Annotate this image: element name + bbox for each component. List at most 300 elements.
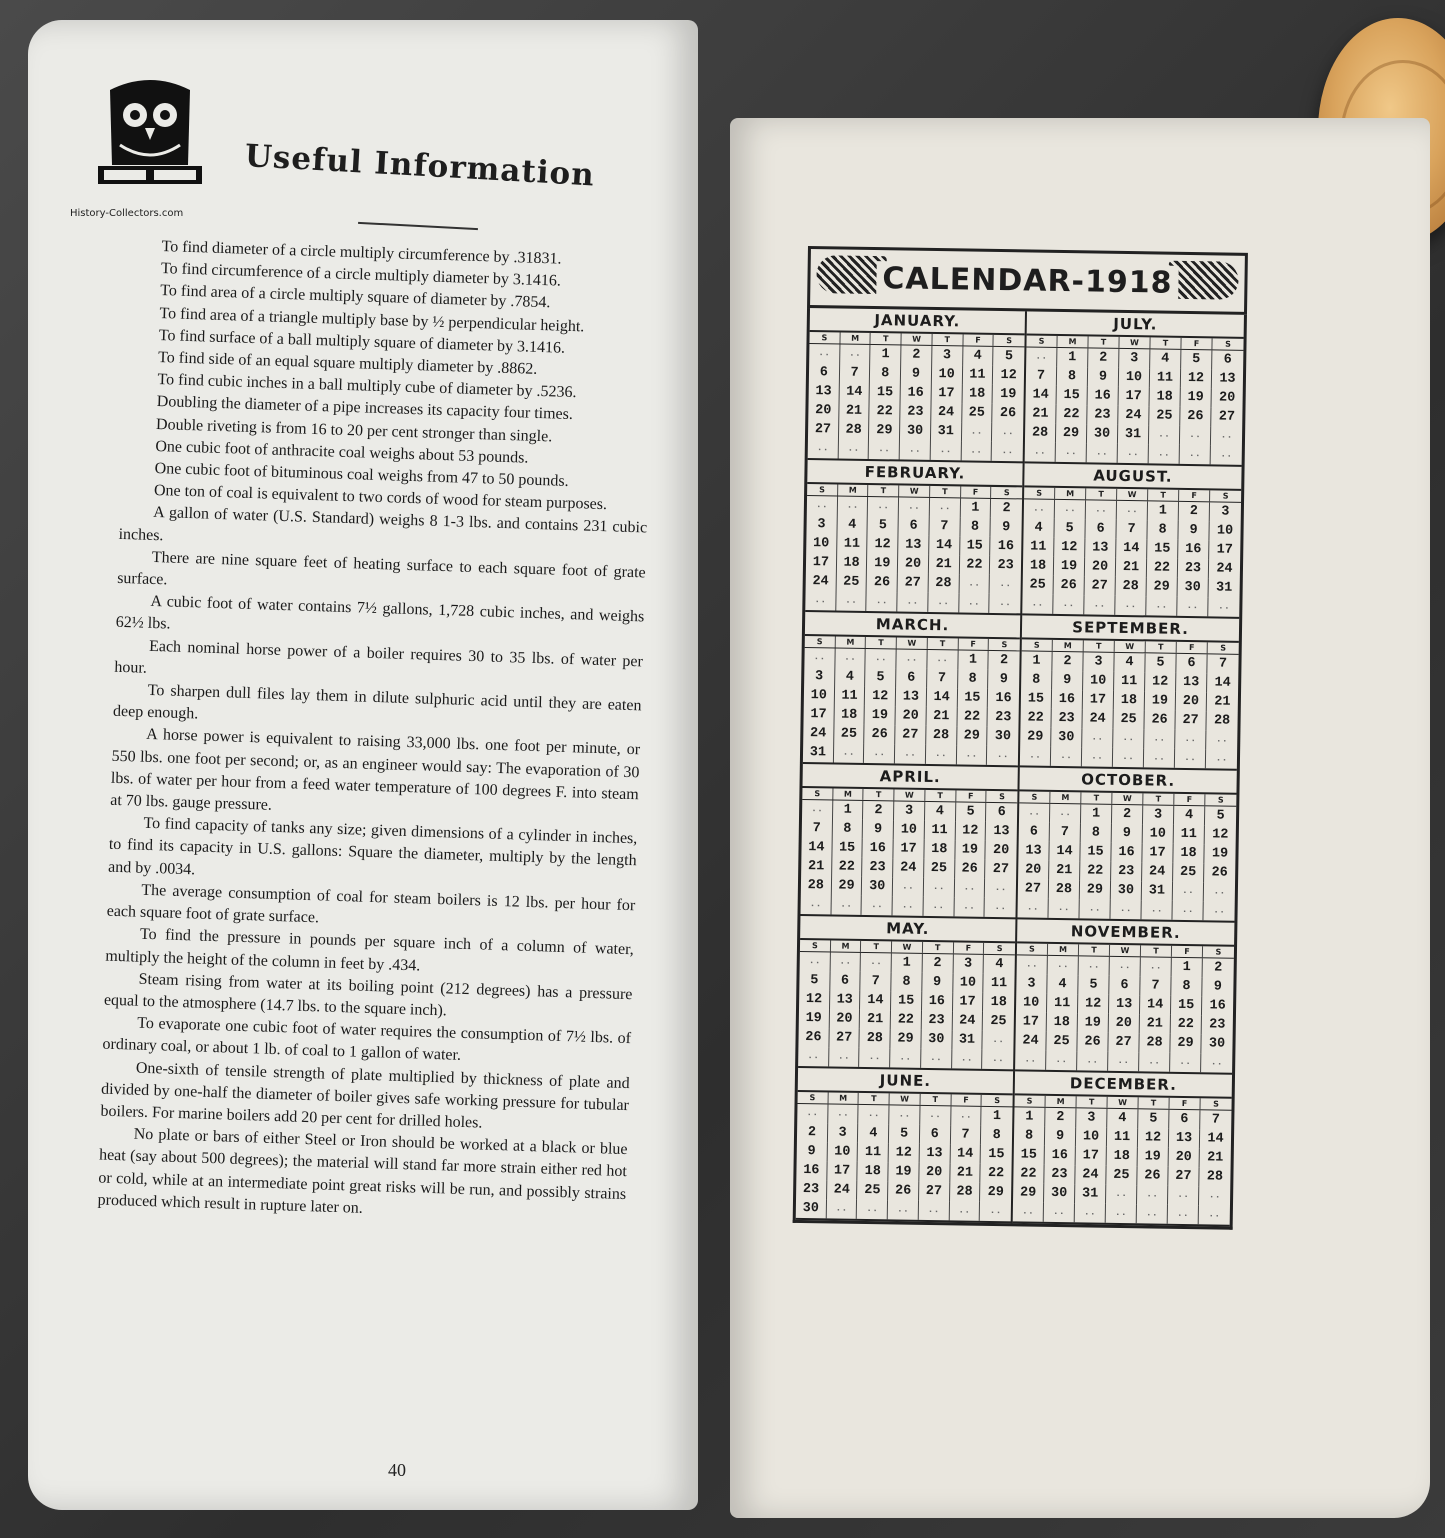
day-cell: 11 (1114, 672, 1145, 691)
blank-day-cell: .. (802, 800, 833, 819)
day-of-week-header: S (1019, 791, 1050, 802)
blank-day-cell: .. (1082, 728, 1113, 747)
day-cell: 17 (1142, 843, 1173, 862)
day-cell: 19 (1211, 846, 1229, 862)
day-cell: 1 (958, 650, 989, 669)
day-cell: 3 (1083, 652, 1114, 671)
day-cell: 29 (869, 421, 900, 440)
day-cell: 16 (1111, 843, 1142, 862)
day-of-week-header: S (800, 940, 831, 951)
day-of-week-header: F (953, 942, 984, 953)
blank-day-cell: .. (1079, 899, 1110, 918)
calendar-month (800, 764, 1019, 919)
blank-day-cell: .. (1208, 1190, 1221, 1202)
day-cell: 30 (1111, 881, 1142, 900)
day-cell: 7 (1050, 823, 1081, 842)
day-of-week-header: S (1024, 487, 1055, 498)
blank-day-cell: .. (1025, 442, 1056, 461)
day-cell: 16 (922, 992, 953, 1011)
day-cell: 16 (796, 1161, 827, 1180)
blank-day-cell: .. (1220, 449, 1233, 461)
blank-day-cell: .. (954, 897, 985, 916)
day-of-week-header: M (828, 1092, 859, 1103)
blank-day-cell: .. (949, 1201, 980, 1220)
blank-day-cell: .. (835, 648, 866, 667)
day-of-week-header: T (1146, 641, 1177, 652)
day-cell: 5 (866, 668, 897, 687)
day-cell: 30 (1051, 728, 1082, 747)
day-cell: 10 (1083, 671, 1114, 690)
day-cell: 2 (797, 1123, 828, 1142)
blank-day-cell: .. (1075, 1203, 1106, 1222)
day-cell: 2 (1179, 502, 1210, 521)
day-cell: 25 (1106, 1166, 1137, 1185)
day-cell: 23 (863, 858, 894, 877)
blank-day-cell: .. (994, 883, 1007, 895)
day-cell: 28 (1139, 1033, 1170, 1052)
blank-day-cell: .. (1084, 595, 1115, 614)
day-of-week-header: S (999, 792, 1005, 802)
day-cell: 15 (891, 991, 922, 1010)
day-cell: 21 (926, 707, 957, 726)
day-cell: 11 (962, 365, 993, 384)
info-paragraph: To find area of a circle multiply square of diameter by .7854. (159, 282, 551, 312)
blank-day-cell: .. (961, 441, 992, 460)
day-of-week-header: S (1222, 491, 1229, 501)
day-of-week-header: W (899, 485, 930, 496)
day-cell: 29 (957, 726, 988, 745)
blank-day-cell: .. (834, 743, 865, 762)
day-cell: 27 (1168, 1167, 1199, 1186)
day-cell: 14 (1207, 1131, 1224, 1147)
blank-day-cell: .. (1048, 899, 1079, 918)
day-cell: 20 (1085, 557, 1116, 576)
day-cell: 8 (1081, 823, 1112, 842)
blank-day-cell: .. (888, 1200, 919, 1219)
day-cell: 12 (889, 1143, 920, 1162)
day-cell: 6 (1176, 654, 1207, 673)
day-cell: 17 (1076, 1146, 1107, 1165)
day-cell: 4 (1107, 1109, 1138, 1128)
blank-day-cell: .. (801, 895, 832, 914)
day-cell: 24 (952, 1011, 983, 1030)
day-cell: 30 (862, 877, 893, 896)
day-of-week-header: S (1001, 640, 1008, 650)
day-cell: 19 (1145, 691, 1176, 710)
day-cell: 2 (1088, 348, 1119, 367)
day-cell: 13 (993, 823, 1010, 840)
blank-day-cell: .. (1141, 900, 1172, 919)
day-of-week-header: W (892, 941, 923, 952)
blank-day-cell: .. (1217, 601, 1230, 613)
day-cell: 29 (1080, 880, 1111, 899)
day-cell: 25 (924, 859, 955, 878)
info-paragraph: To find side of an equal square multiply diameter by .8862. (157, 349, 538, 378)
logo-caption: History-Collectors.com (70, 208, 184, 219)
blank-day-cell: .. (840, 345, 871, 364)
day-of-week-header: M (1055, 488, 1086, 499)
blank-day-cell: .. (897, 649, 928, 668)
day-of-week-header: M (838, 485, 869, 496)
blank-day-cell: .. (1055, 500, 1086, 519)
blank-day-cell: .. (831, 895, 862, 914)
day-cell: 10 (806, 534, 837, 553)
day-cell: 3 (1076, 1108, 1107, 1127)
day-cell: 5 (956, 802, 987, 821)
day-cell: 28 (1206, 1169, 1224, 1185)
day-cell: 12 (1212, 827, 1229, 843)
day-cell: 24 (1142, 862, 1173, 881)
day-cell: 13 (1176, 673, 1207, 692)
day-cell: 31 (1142, 881, 1173, 900)
day-cell: 23 (995, 709, 1012, 726)
day-of-week-header: M (835, 636, 866, 647)
info-paragraph: One cubic foot of bituminous coal weighs from 47 to 50 pounds. (154, 459, 569, 490)
month-name: OCTOBER. (1019, 767, 1236, 794)
info-paragraph: One cubic foot of anthracite coal weighs about 53 pounds. (155, 437, 529, 467)
day-cell: 6 (997, 805, 1006, 821)
blank-day-cell: .. (959, 593, 990, 612)
blank-day-cell: .. (1106, 1185, 1137, 1204)
day-cell: 22 (870, 402, 901, 421)
day-of-week-header: M (1048, 944, 1079, 955)
day-cell: 21 (950, 1163, 981, 1182)
info-paragraph: To sharpen dull files lay them in dilute sulphuric acid until they are eaten deep enough. (112, 681, 642, 723)
day-cell: 4 (963, 346, 994, 365)
day-cell: 12 (799, 990, 830, 1009)
day-cell: 14 (801, 838, 832, 857)
day-of-week-header: S (994, 1096, 1001, 1106)
day-cell: 7 (1218, 656, 1228, 672)
day-of-week-header: W (894, 789, 925, 800)
day-cell: 18 (1173, 844, 1204, 863)
day-of-week-header: T (1088, 336, 1119, 347)
blank-day-cell: .. (1108, 1052, 1139, 1071)
day-cell: 1 (871, 345, 902, 364)
info-paragraph: Steam rising from water at its boiling point (212 degrees) has a pressure equal to the atmosphere (14.7 lbs. to the square inch). (103, 970, 633, 1020)
day-cell: 25 (857, 1181, 888, 1200)
day-of-week-header: S (809, 332, 840, 343)
day-cell: 20 (919, 1163, 950, 1182)
day-cell: 4 (925, 802, 956, 821)
day-of-week-header: F (951, 1094, 982, 1105)
day-cell: 19 (1000, 387, 1017, 403)
day-cell: 18 (924, 840, 955, 859)
day-cell: 18 (1150, 387, 1181, 406)
day-cell: 15 (960, 536, 991, 555)
day-cell: 21 (839, 402, 870, 421)
day-cell: 27 (898, 573, 929, 592)
day-of-week-header: T (859, 1093, 890, 1104)
day-grid (1015, 955, 1234, 1072)
day-cell: 3 (806, 515, 837, 534)
day-cell: 14 (1049, 842, 1080, 861)
blank-day-cell: .. (890, 1048, 921, 1067)
day-cell: 25 (1173, 863, 1204, 882)
blank-day-cell: .. (1053, 595, 1084, 614)
day-cell: 5 (1054, 519, 1085, 538)
info-paragraph: To find diameter of a circle multiply circumference by .31831. (161, 238, 562, 268)
day-cell: 11 (990, 975, 1008, 992)
day-cell: 27 (1085, 576, 1116, 595)
blank-day-cell: .. (861, 953, 892, 972)
blank-day-cell: .. (1137, 1185, 1168, 1204)
blank-day-cell: .. (930, 498, 961, 517)
blank-day-cell: .. (1087, 443, 1118, 462)
day-cell: 24 (1075, 1165, 1106, 1184)
day-cell: 9 (1052, 671, 1083, 690)
day-cell: 24 (803, 724, 834, 743)
day-cell: 3 (932, 346, 963, 365)
day-cell: 7 (840, 364, 871, 383)
day-cell: 10 (1016, 993, 1047, 1012)
day-cell: 31 (1075, 1184, 1106, 1203)
day-cell: 31 (1215, 580, 1233, 596)
day-cell: 10 (953, 973, 984, 992)
day-of-week-header: W (1115, 641, 1146, 652)
day-of-week-header: T (1086, 488, 1117, 499)
blank-day-cell: .. (1024, 499, 1055, 518)
day-cell: 15 (1021, 689, 1052, 708)
blank-day-cell: .. (954, 878, 985, 897)
blank-day-cell: .. (869, 440, 900, 459)
blank-day-cell: .. (1175, 730, 1206, 749)
day-cell: 27 (1175, 711, 1206, 730)
day-cell: 28 (839, 421, 870, 440)
blank-day-cell: .. (805, 591, 836, 610)
day-cell: 14 (1026, 385, 1057, 404)
info-paragraph: No plate or bars of either Steel or Iron should be worked at a black or blue heat (say about 500 degrees); the material will stand far more strain either red hot or cold, while at an intermediate point great risks will be run, and possibly strains produced which result in rupture later on. (97, 1125, 628, 1217)
day-cell: 18 (1107, 1147, 1138, 1166)
day-cell: 6 (896, 668, 927, 687)
day-cell: 31 (803, 743, 834, 762)
blank-day-cell: .. (1144, 748, 1175, 767)
day-cell: 4 (837, 515, 868, 534)
day-cell: 7 (861, 972, 892, 991)
day-cell: 25 (1113, 710, 1144, 729)
blank-day-cell: .. (864, 744, 895, 763)
blank-day-cell: .. (921, 1049, 952, 1068)
day-cell: 30 (1208, 1036, 1226, 1052)
blank-day-cell: .. (952, 1049, 983, 1068)
day-of-week-header: T (1150, 337, 1181, 348)
blank-day-cell: .. (859, 1105, 890, 1124)
blank-day-cell: .. (1020, 746, 1051, 765)
info-paragraph: The average consumption of coal for steam boilers is 12 lbs. per hour for each square foot of grate surface. (106, 881, 636, 927)
day-cell: 23 (1209, 1017, 1226, 1033)
day-cell: 22 (1013, 1164, 1044, 1183)
day-cell: 24 (1015, 1031, 1046, 1050)
day-of-week-header: T (1138, 1097, 1169, 1108)
blank-day-cell: .. (1146, 596, 1177, 615)
day-of-week-header: F (1177, 642, 1208, 653)
calendar-month (1015, 919, 1234, 1074)
day-cell: 2 (863, 801, 894, 820)
day-cell: 8 (958, 669, 989, 688)
day-cell: 15 (870, 383, 901, 402)
blank-day-cell: .. (1113, 748, 1144, 767)
month-name: NOVEMBER. (1017, 919, 1234, 946)
calendar-month (1017, 767, 1236, 922)
day-cell: 15 (1147, 539, 1178, 558)
day-cell: 27 (829, 1028, 860, 1047)
blank-day-cell: .. (807, 496, 838, 515)
day-cell: 10 (1119, 368, 1150, 387)
day-cell: 20 (829, 1009, 860, 1028)
day-cell: 12 (1181, 369, 1212, 388)
day-cell: 4 (835, 667, 866, 686)
owl-logo-icon (90, 70, 210, 200)
day-cell: 28 (860, 1029, 891, 1048)
day-cell: 1 (1057, 348, 1088, 367)
day-cell: 17 (1216, 542, 1233, 558)
day-cell: 16 (863, 839, 894, 858)
day-cell: 21 (1206, 1150, 1224, 1166)
ornament-right-icon (1168, 261, 1239, 300)
day-cell: 5 (1138, 1109, 1169, 1128)
day-cell: 20 (808, 401, 839, 420)
day-cell: 8 (1057, 367, 1088, 386)
day-cell: 9 (1088, 367, 1119, 386)
day-cell: 16 (901, 383, 932, 402)
day-cell: 10 (1143, 824, 1174, 843)
day-cell: 30 (921, 1030, 952, 1049)
day-cell: 7 (802, 819, 833, 838)
day-cell: 5 (1004, 349, 1014, 365)
day-of-week-header: S (1015, 1095, 1046, 1106)
day-cell: 1 (833, 800, 864, 819)
day-cell: 16 (1178, 540, 1209, 559)
day-of-week-header: M (1046, 1096, 1077, 1107)
day-of-week-header: S (1213, 1099, 1220, 1109)
day-cell: 8 (1171, 977, 1202, 996)
blank-day-cell: .. (1137, 1204, 1168, 1223)
day-of-week-header: F (1181, 338, 1212, 349)
day-of-week-header: M (1050, 792, 1081, 803)
blank-day-cell: .. (1175, 749, 1206, 768)
blank-day-cell: .. (1022, 594, 1053, 613)
day-cell: 12 (1138, 1128, 1169, 1147)
day-cell: 6 (1223, 352, 1232, 368)
day-grid (801, 800, 1018, 917)
day-cell: 6 (1169, 1110, 1200, 1129)
day-of-week-header: F (1169, 1098, 1200, 1109)
day-of-week-header: M (840, 333, 871, 344)
day-of-week-header: F (961, 486, 992, 497)
day-cell: 15 (1057, 386, 1088, 405)
day-cell: 8 (960, 517, 991, 536)
day-cell: 12 (1145, 672, 1176, 691)
day-of-week-header: T (925, 790, 956, 801)
day-cell: 21 (1116, 558, 1147, 577)
day-cell: 1 (1081, 804, 1112, 823)
month-name: JUNE. (798, 1068, 1013, 1095)
calendar-1918 (793, 246, 1248, 1230)
info-paragraph: To find the pressure in pounds per square inch of a column of water, multiply the height of the column in feet by .434. (105, 926, 635, 975)
day-cell: 9 (922, 973, 953, 992)
day-cell: 14 (860, 991, 891, 1010)
day-cell: 7 (1026, 366, 1057, 385)
blank-day-cell: .. (1208, 1209, 1221, 1221)
day-cell: 17 (1083, 690, 1114, 709)
calendar-month (798, 916, 1017, 1071)
day-cell: 3 (1221, 504, 1230, 520)
day-cell: 30 (1087, 424, 1118, 443)
day-cell: 26 (1144, 710, 1175, 729)
day-cell: 20 (992, 842, 1010, 859)
month-name: JANUARY. (810, 308, 1025, 335)
calendar-month (808, 308, 1027, 463)
day-cell: 11 (858, 1143, 889, 1162)
day-grid (803, 648, 1020, 765)
day-cell: 30 (900, 421, 931, 440)
day-cell: 19 (865, 706, 896, 725)
blank-day-cell: .. (999, 579, 1012, 591)
day-cell: 6 (1109, 976, 1140, 995)
day-of-week-header: W (902, 333, 933, 344)
day-cell: 17 (1016, 1012, 1047, 1031)
day-cell: 14 (929, 536, 960, 555)
blank-day-cell: .. (1149, 425, 1180, 444)
blank-day-cell: .. (1213, 886, 1226, 898)
right-page (730, 118, 1430, 1518)
day-cell: 1 (1148, 501, 1179, 520)
day-cell: 28 (950, 1182, 981, 1201)
day-cell: 18 (1023, 556, 1054, 575)
title-rule (358, 222, 478, 230)
day-cell: 13 (919, 1144, 950, 1163)
day-cell: 22 (1020, 708, 1051, 727)
blank-day-cell: .. (1086, 500, 1117, 519)
day-cell: 21 (1140, 1014, 1171, 1033)
day-cell: 9 (901, 364, 932, 383)
blank-day-cell: .. (956, 745, 987, 764)
day-cell: 11 (925, 821, 956, 840)
blank-day-cell: .. (800, 952, 831, 971)
day-cell: 5 (799, 971, 830, 990)
month-name: MARCH. (805, 612, 1020, 639)
day-cell: 10 (894, 820, 925, 839)
day-cell: 17 (806, 553, 837, 572)
calendar-month (1022, 463, 1241, 618)
blank-day-cell: .. (1173, 882, 1204, 901)
day-cell: 21 (1214, 694, 1231, 710)
day-cell: 6 (830, 971, 861, 990)
day-of-week-header: S (1003, 488, 1010, 498)
day-cell: 3 (894, 801, 925, 820)
blank-day-cell: .. (830, 952, 861, 971)
blank-day-cell: .. (1001, 427, 1014, 439)
day-cell: 2 (901, 345, 932, 364)
day-cell: 8 (891, 972, 922, 991)
day-cell: 7 (1140, 976, 1171, 995)
blank-day-cell: .. (900, 440, 931, 459)
blank-day-cell: .. (1082, 747, 1113, 766)
day-cell: 23 (796, 1180, 827, 1199)
day-cell: 19 (799, 1009, 830, 1028)
day-cell: 12 (865, 687, 896, 706)
info-paragraph: There are nine square feet of heating surface to each square foot of grate surface. (116, 548, 646, 589)
blank-day-cell: .. (1106, 1204, 1137, 1223)
day-cell: 31 (1118, 425, 1149, 444)
day-cell: 30 (994, 728, 1012, 745)
day-cell: 6 (899, 516, 930, 535)
day-cell: 27 (1218, 409, 1236, 425)
day-cell: 13 (1169, 1129, 1200, 1148)
day-cell: 8 (1014, 1126, 1045, 1145)
day-cell: 8 (1021, 670, 1052, 689)
blank-day-cell: .. (962, 422, 993, 441)
